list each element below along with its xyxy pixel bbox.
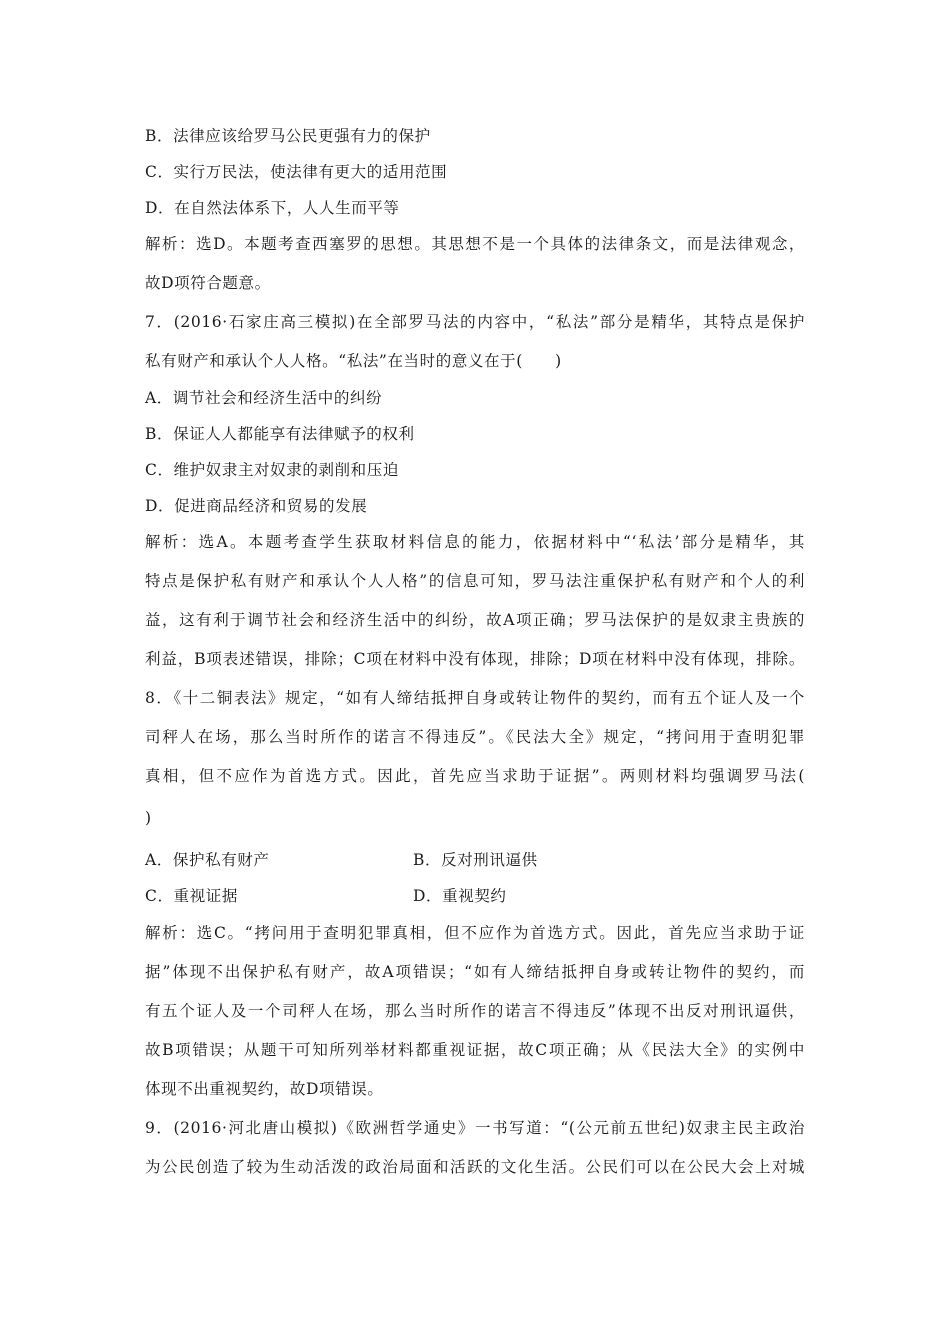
q7-analysis-line-4: 利益，B项表述错误，排除；C项在材料中没有体现，排除；D项在材料中没有体现，排除。 — [145, 650, 805, 668]
q6-option-d: D．在自然法体系下，人人生而平等 — [145, 199, 400, 217]
q7-stem-line-2: 私有财产和承认个人人格。“私法”在当时的意义在于( ) — [145, 352, 562, 370]
q6-option-c: C．实行万民法，使法律有更大的适用范围 — [145, 163, 448, 181]
q7-stem-line-1: 7．(2016·石家庄高三模拟)在全部罗马法的内容中，“私法”部分是精华，其特点是保护 — [145, 313, 805, 331]
q8-stem-line-4: ) — [145, 809, 152, 827]
q8-option-d: D．重视契约 — [413, 887, 507, 905]
q8-option-c: C．重视证据 — [145, 887, 238, 905]
q8-analysis-line-4: 故B项错误；从题干可知所列举材料都重视证据，故C项正确；从《民法大全》的实例中 — [145, 1041, 805, 1059]
q9-stem-line-1: 9．(2016·河北唐山模拟)《欧洲哲学通史》一书写道：“(公元前五世纪)奴隶主民主政治 — [145, 1119, 805, 1137]
q8-stem-line-3: 真相，但不应作为首选方式。因此，首先应当求助于证据”。两则材料均强调罗马法( — [145, 767, 805, 785]
q8-analysis-line-2: 据”体现不出保护私有财产，故A项错误；“如有人缔结抵押自身或转让物件的契约，而 — [145, 963, 805, 981]
q7-analysis-line-3: 益，这有利于调节社会和经济生活中的纠纷，故A项正确；罗马法保护的是奴隶主贵族的 — [145, 611, 805, 629]
q8-analysis-line-5: 体现不出重视契约，故D项错误。 — [145, 1080, 384, 1098]
q8-stem-line-1: 8．《十二铜表法》规定，“如有人缔结抵押自身或转让物件的契约，而有五个证人及一个 — [145, 689, 805, 707]
q7-option-d: D．促进商品经济和贸易的发展 — [145, 497, 368, 515]
q6-analysis-line-2: 故D项符合题意。 — [145, 274, 271, 292]
q8-option-b: B．反对刑讯逼供 — [413, 851, 538, 869]
q8-analysis-line-1: 解析：选C。“拷问用于查明犯罪真相，但不应作为首选方式。因此，首先应当求助于证 — [145, 924, 805, 942]
q7-option-a: A．调节社会和经济生活中的纠纷 — [145, 389, 383, 407]
q8-analysis-line-3: 有五个证人及一个司秤人在场，那么当时所作的诺言不得违反”体现不出反对刑讯逼供， — [145, 1002, 805, 1020]
q7-analysis-line-1: 解析：选A。本题考查学生获取材料信息的能力，依据材料中“‘私法’部分是精华，其 — [145, 533, 805, 551]
q7-option-b: B．保证人人都能享有法律赋予的权利 — [145, 425, 415, 443]
q8-stem-line-2: 司秤人在场，那么当时所作的诺言不得违反”。《民法大全》规定，“拷问用于查明犯罪 — [145, 728, 805, 746]
q6-option-b: B．法律应该给罗马公民更强有力的保护 — [145, 127, 431, 145]
q9-stem-line-2: 为公民创造了较为生动活泼的政治局面和活跃的文化生活。公民们可以在公民大会上对城 — [145, 1158, 805, 1176]
q6-analysis-line-1: 解析：选D。本题考查西塞罗的思想。其思想不是一个具体的法律条文，而是法律观念， — [145, 235, 805, 253]
q7-option-c: C．维护奴隶主对奴隶的剥削和压迫 — [145, 461, 399, 479]
q7-analysis-line-2: 特点是保护私有财产和承认个人人格”的信息可知，罗马法注重保护私有财产和个人的利 — [145, 572, 805, 590]
q8-option-a: A．保护私有财产 — [145, 851, 270, 869]
